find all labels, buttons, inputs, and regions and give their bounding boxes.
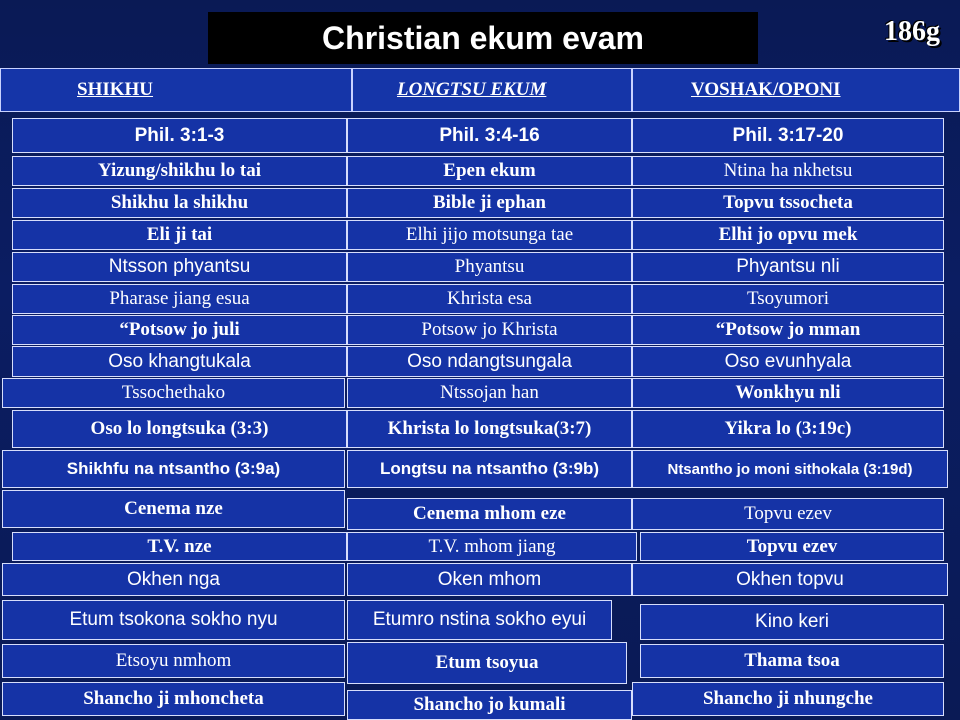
table-cell: Ntsson phyantsu (12, 252, 347, 282)
table-cell: Oken mhom (347, 563, 632, 596)
table-cell: “Potsow jo juli (12, 315, 347, 345)
table-cell: Etumro nstina sokho eyui (347, 600, 612, 640)
table-cell: Oso lo longtsuka (3:3) (12, 410, 347, 448)
table-cell: Tssochethako (2, 378, 345, 408)
table-cell: Shancho jo kumali (347, 690, 632, 720)
table-cell: “Potsow jo mman (632, 315, 944, 345)
table-cell: Cenema nze (2, 490, 345, 528)
reference-cell: Phil. 3:1-3 (12, 118, 347, 153)
table-cell: Etum tsoyua (347, 642, 627, 684)
reference-cell: Phil. 3:4-16 (347, 118, 632, 153)
table-cell: Wonkhyu nli (632, 378, 944, 408)
table-cell: Yikra lo (3:19c) (632, 410, 944, 448)
table-cell: T.V. mhom jiang (347, 532, 637, 561)
table-cell: Shikhu la shikhu (12, 188, 347, 218)
table-cell: Yizung/shikhu lo tai (12, 156, 347, 186)
header-shikhu (0, 68, 352, 112)
header-label: LONGTSU EKUM (397, 79, 547, 100)
table-cell: Topvu ezev (640, 532, 944, 561)
table-cell: Etum tsokona sokho nyu (2, 600, 345, 640)
table-cell: Topvu tssocheta (632, 188, 944, 218)
table-cell: Epen ekum (347, 156, 632, 186)
slide-number-badge: 186g (884, 16, 940, 47)
table-cell: Etsoyu nmhom (2, 644, 345, 678)
table-cell: Phyantsu (347, 252, 632, 282)
table-cell: Topvu ezev (632, 498, 944, 530)
table-cell: Phyantsu nli (632, 252, 944, 282)
table-cell: Shancho ji nhungche (632, 682, 944, 716)
table-cell: Eli ji tai (12, 220, 347, 250)
table-cell: Oso ndangtsungala (347, 346, 632, 377)
table-cell: Elhi jijo motsunga tae (347, 220, 632, 250)
reference-cell: Phil. 3:17-20 (632, 118, 944, 153)
table-cell: Cenema mhom eze (347, 498, 632, 530)
table-cell: Pharase jiang esua (12, 284, 347, 314)
table-cell: Okhen nga (2, 563, 345, 596)
table-cell: T.V. nze (12, 532, 347, 561)
table-cell: Okhen topvu (632, 563, 948, 596)
table-cell: Shikhfu na ntsantho (3:9a) (2, 450, 345, 488)
table-cell: Longtsu na ntsantho (3:9b) (347, 450, 632, 488)
table-cell: Tsoyumori (632, 284, 944, 314)
header-label: SHIKHU (77, 79, 154, 100)
slide-title: Christian ekum evam (208, 12, 758, 64)
table-cell: Oso evunhyala (632, 346, 944, 377)
table-cell: Kino keri (640, 604, 944, 640)
table-cell: Thama tsoa (640, 644, 944, 678)
table-cell: Potsow jo Khrista (347, 315, 632, 345)
table-cell: Ntina ha nkhetsu (632, 156, 944, 186)
table-cell: Shancho ji mhoncheta (2, 682, 345, 716)
header-longtsu-ekum (352, 68, 632, 112)
table-cell: Oso khangtukala (12, 346, 347, 377)
table-cell: Ntssojan han (347, 378, 632, 408)
header-voshak-oponi (632, 68, 960, 112)
table-cell: Bible ji ephan (347, 188, 632, 218)
table-cell: Elhi jo opvu mek (632, 220, 944, 250)
table-cell: Khrista esa (347, 284, 632, 314)
table-cell: Khrista lo longtsuka(3:7) (347, 410, 632, 448)
table-cell: Ntsantho jo moni sithokala (3:19d) (632, 450, 948, 488)
header-label: VOSHAK/OPONI (691, 79, 841, 100)
